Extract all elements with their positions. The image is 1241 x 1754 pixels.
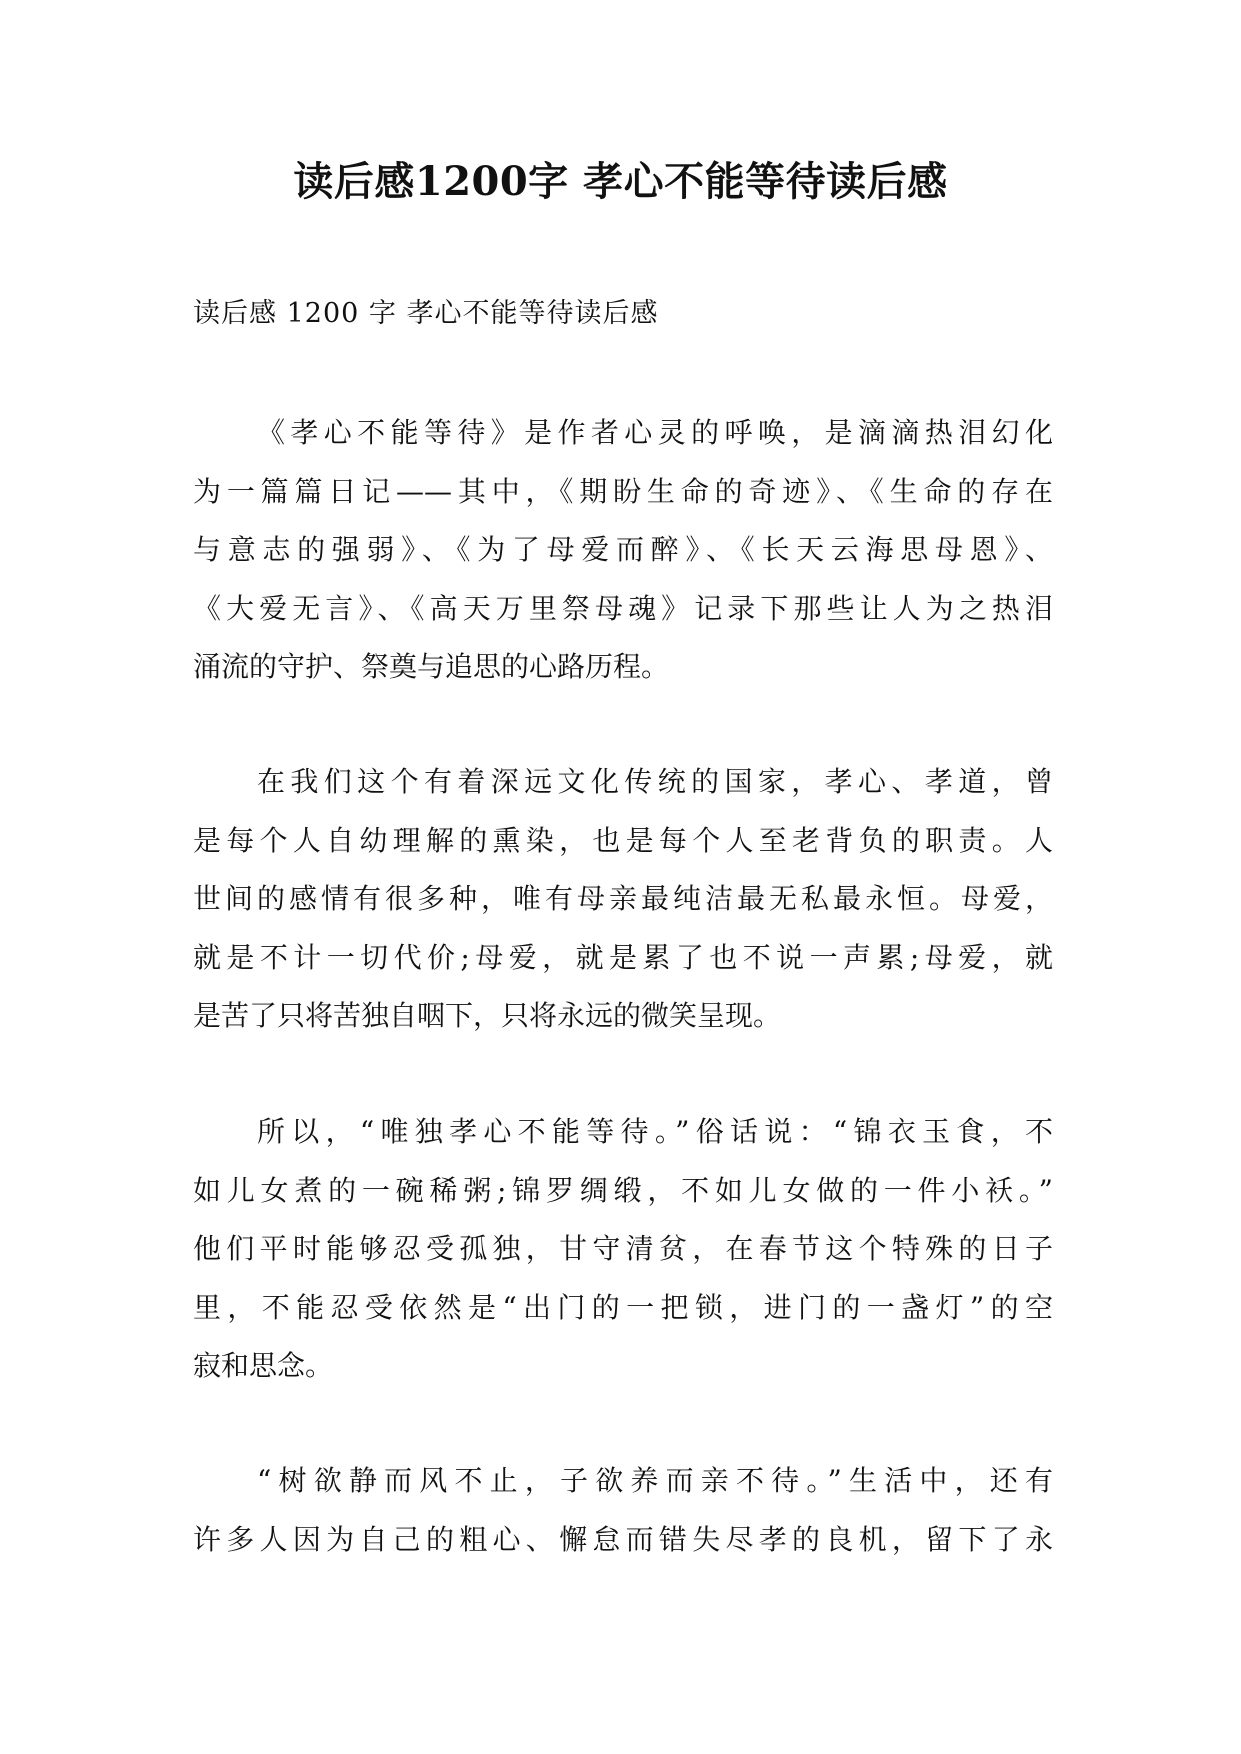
paragraph-4 — [193, 1452, 1053, 1569]
paragraph-line: 如儿女煮的一碗稀粥;锦罗绸缎，不如儿女做的一件小袄。” — [193, 1173, 1053, 1207]
paragraph-line: 《大爱无言》、《高天万里祭母魂》记录下那些让人为之热泪 — [193, 591, 1053, 625]
document-subtitle: 读后感 1200 字 孝心不能等待读后感 — [193, 298, 659, 329]
paragraph-line: 他们平时能够忍受孤独，甘守清贫，在春节这个特殊的日子 — [193, 1232, 1053, 1265]
paragraph-1 — [193, 404, 1053, 697]
paragraph-line: 许多人因为自己的粗心、懈怠而错失尽孝的良机，留下了永 — [193, 1522, 1053, 1556]
paragraph-line: 寂和思念。 — [193, 1349, 334, 1382]
paragraph-line: 在我们这个有着深远文化传统的国家，孝心、孝道，曾 — [257, 765, 1053, 798]
paragraph-line: 所以，“唯独孝心不能等待。”俗话说：“锦衣玉食，不 — [257, 1115, 1053, 1148]
paragraph-line: 《孝心不能等待》是作者心灵的呼唤，是滴滴热泪幻化 — [257, 416, 1053, 449]
paragraph-2 — [193, 753, 1053, 1046]
paragraph-line: 世间的感情有很多种，唯有母亲最纯洁最无私最永恒。母爱， — [193, 882, 1053, 915]
paragraph-line: 里，不能忍受依然是“出门的一把锁，进门的一盏灯”的空 — [193, 1290, 1053, 1324]
paragraph-line: 就是不计一切代价;母爱，就是累了也不说一声累;母爱，就 — [193, 940, 1053, 974]
paragraph-line: 为一篇篇日记——其中，《期盼生命的奇迹》、《生命的存在 — [193, 474, 1053, 508]
paragraph-line: “树欲静而风不止，子欲养而亲不待。”生活中，还有 — [257, 1464, 1053, 1497]
paragraph-line: 是每个人自幼理解的熏染，也是每个人至老背负的职责。人 — [193, 823, 1053, 857]
document-title: 读后感1200字 孝心不能等待读后感 — [293, 158, 948, 205]
paragraph-line: 涌流的守护、祭奠与追思的心路历程。 — [193, 650, 670, 683]
paragraph-3 — [193, 1103, 1053, 1396]
paragraph-line: 与意志的强弱》、《为了母爱而醉》、《长天云海思母恩》、 — [193, 533, 1053, 566]
paragraph-line: 是苦了只将苦独自咽下，只将永远的微笑呈现。 — [193, 999, 782, 1032]
